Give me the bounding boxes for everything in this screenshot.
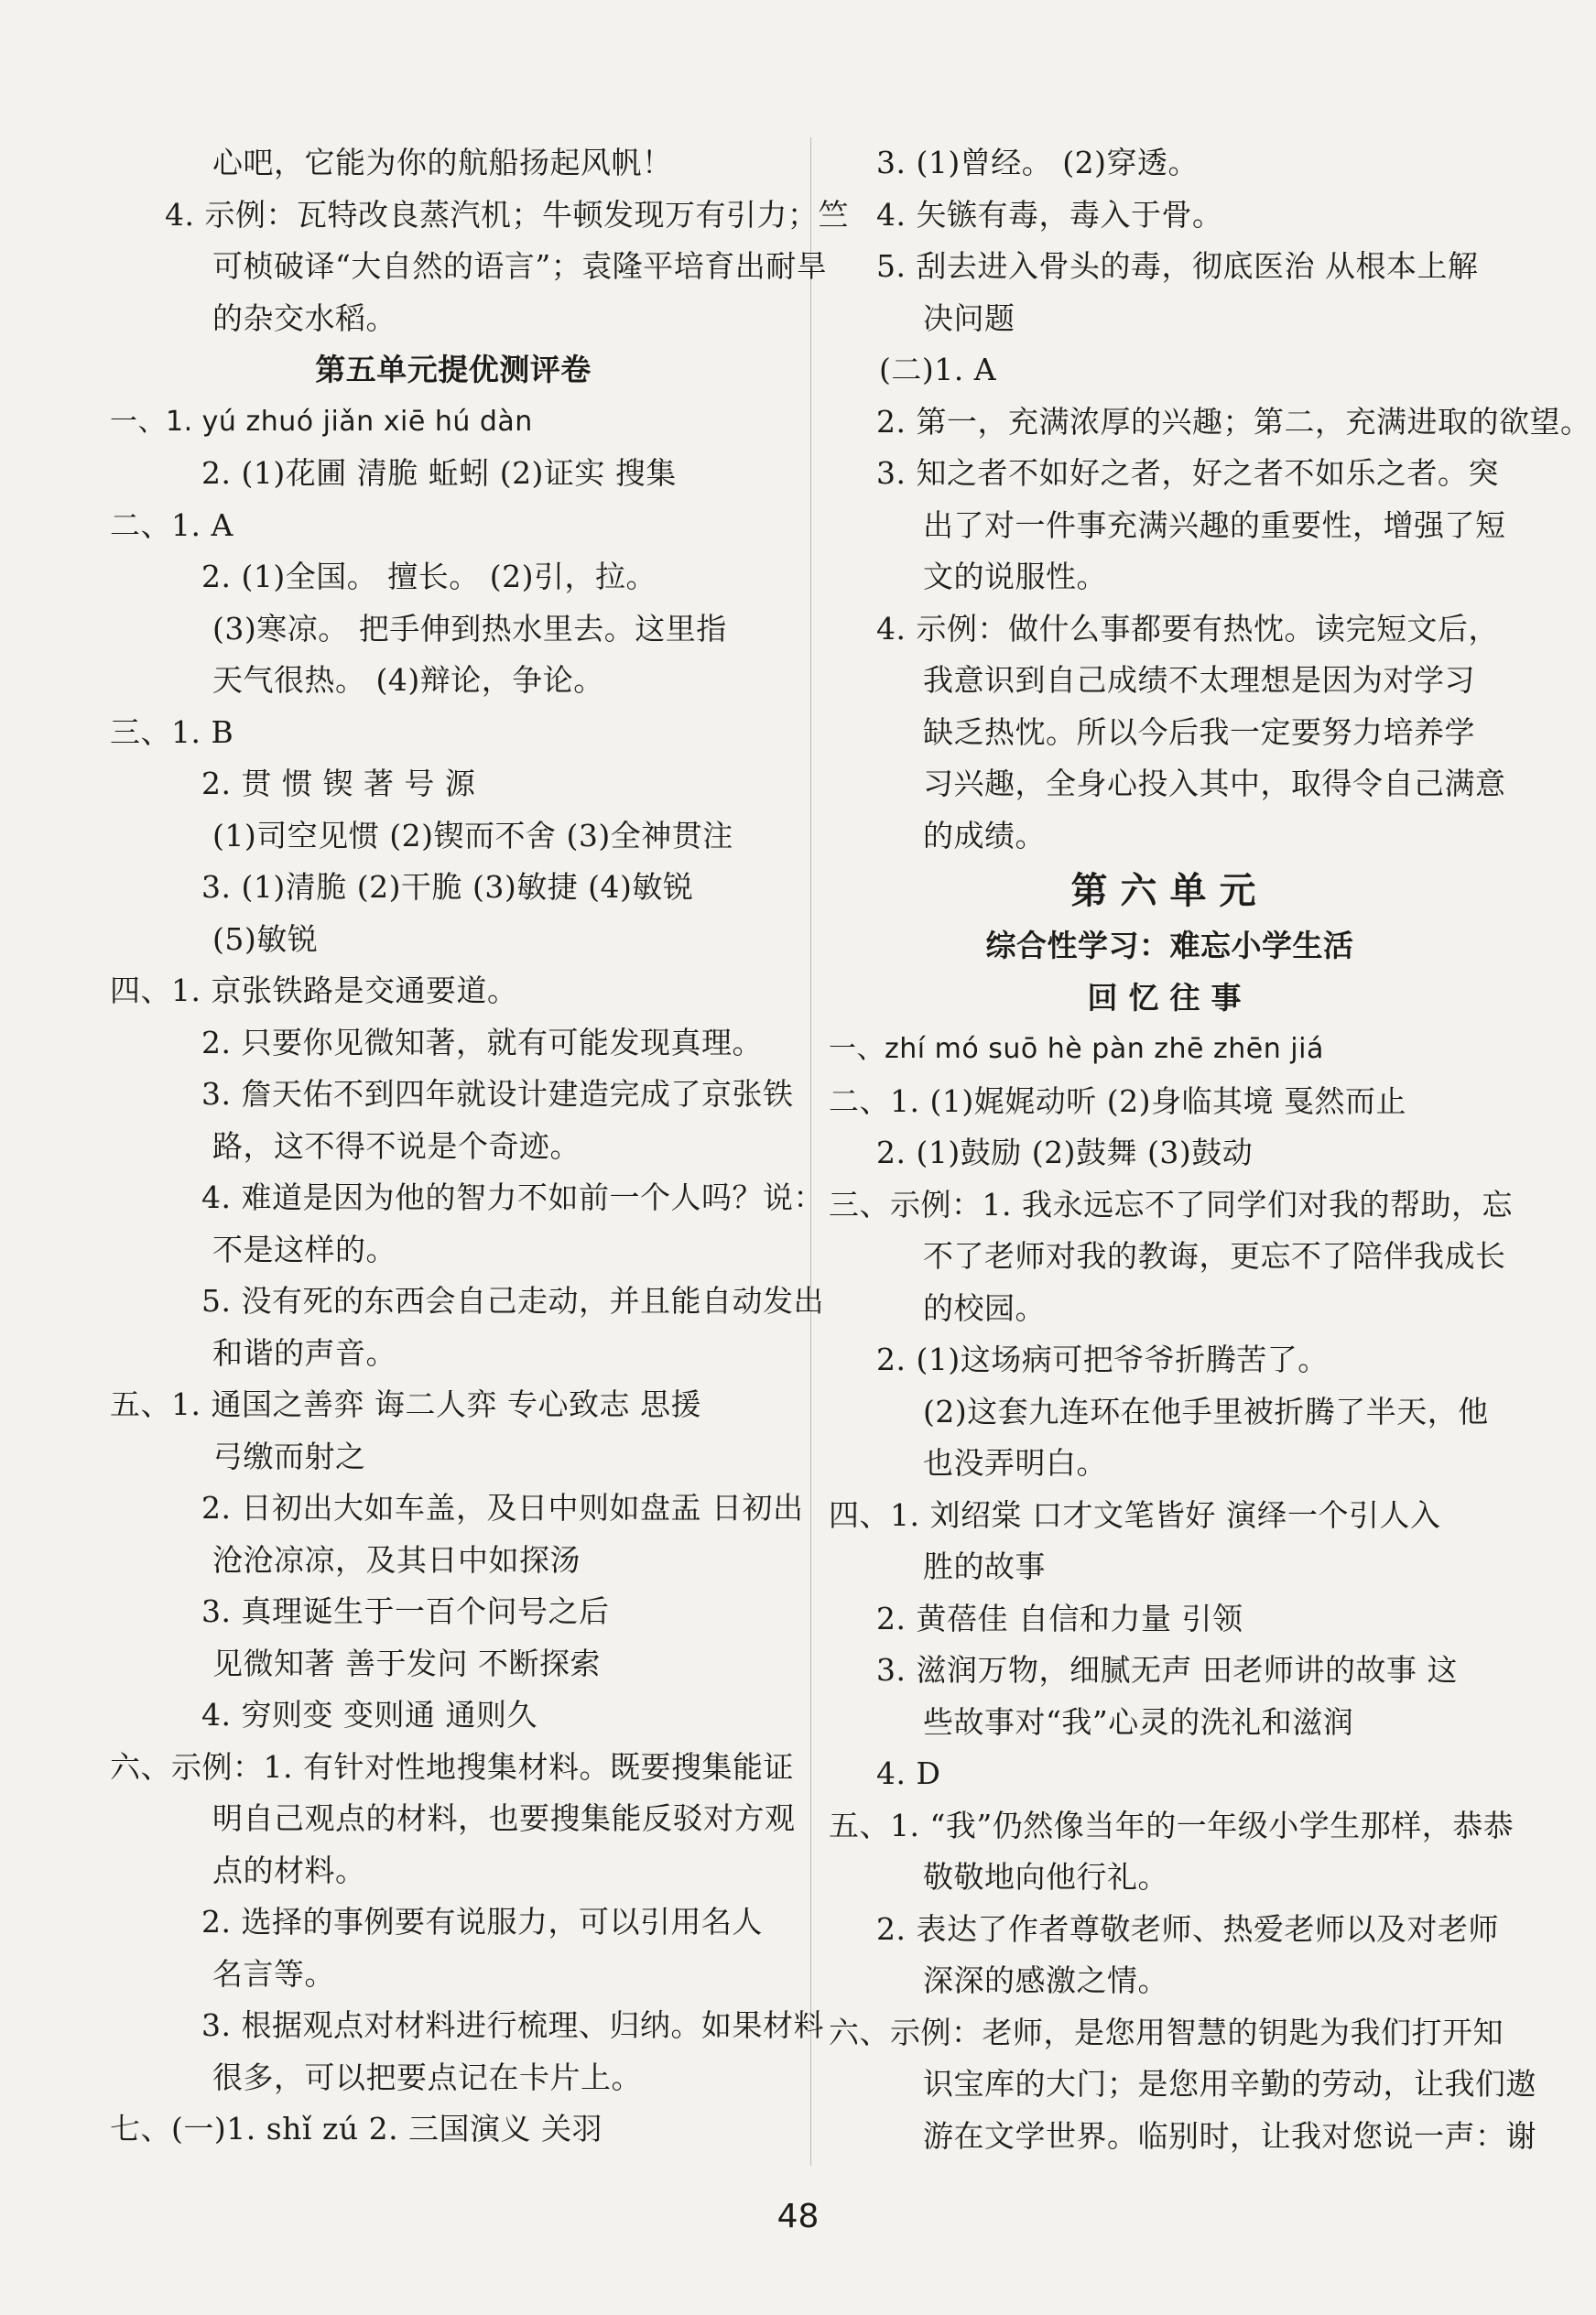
right-line: 二、1. (1)娓娓动听 (2)身临其境 戛然而止 [829, 1082, 1406, 1119]
left-line: 沧沧凉凉，及其日中如探汤 [212, 1541, 581, 1578]
right-line: 不了老师对我的教诲，更忘不了陪伴我成长 [923, 1238, 1506, 1274]
left-line: 的杂交水稻。 [212, 299, 396, 336]
left-line: 2. 只要你见微知著，就有可能发现真理。 [201, 1024, 763, 1060]
right-line: 敬敬地向他行礼。 [923, 1859, 1168, 1895]
left-line: 3. 詹天佑不到四年就设计建造完成了京张铁 [201, 1076, 794, 1112]
right-line: 5. 刮去进入骨头的毒，彻底医治 从根本上解 [876, 248, 1479, 284]
left-line: (1)司空见惯 (2)锲而不舍 (3)全神贯注 [212, 817, 733, 853]
left-line: 2. 贯 惯 锲 著 号 源 [201, 766, 476, 801]
right-line: 也没弄明白。 [923, 1445, 1107, 1481]
left-line: 2. 日初出大如车盖，及日中则如盘盂 日初出 [201, 1490, 804, 1526]
left-line: 三、1. B [110, 713, 234, 750]
left-line: (3)寒凉。 把手伸到热水里去。这里指 [212, 610, 727, 647]
right-line: 3. (1)曾经。 (2)穿透。 [876, 145, 1199, 180]
left-line: 路，这不得不说是个奇迹。 [212, 1127, 581, 1164]
right-column [829, 137, 1591, 2162]
left-line: 4. 示例：瓦特改良蒸汽机；牛顿发现万有引力；竺 [165, 196, 849, 233]
right-line: 的成绩。 [923, 817, 1046, 853]
right-line: 习兴趣，全身心投入其中，取得令自己满意 [923, 766, 1506, 801]
left-line: 可桢破译“大自然的语言”；袁隆平培育出耐旱 [212, 248, 828, 284]
left-line: 第五单元提优测评卷 [315, 352, 592, 387]
right-line: 四、1. 刘绍棠 口才文笔皆好 演绎一个引人入 [829, 1496, 1441, 1533]
left-line: (5)敏锐 [212, 920, 319, 957]
right-line: 2. 黄蓓佳 自信和力量 引领 [876, 1600, 1243, 1636]
right-line: 些故事对“我”心灵的洗礼和滋润 [923, 1703, 1354, 1740]
right-line: 文的说服性。 [923, 559, 1107, 594]
right-line: 胜的故事 [923, 1549, 1046, 1584]
right-line: 一、zhí mó suō hè pàn zhē zhēn jiá [829, 1033, 1324, 1065]
left-line: 弓缴而射之 [212, 1438, 366, 1474]
right-line: 2. 第一，充满浓厚的兴趣；第二，充满进取的欲望。 [876, 403, 1591, 440]
left-line: 2. (1)花圃 清脆 蚯蚓 (2)证实 搜集 [201, 455, 677, 491]
left-column [110, 137, 849, 2156]
right-line: 决问题 [923, 299, 1015, 336]
left-line: 七、(一)1. shǐ zú 2. 三国演义 关羽 [110, 2111, 603, 2147]
right-line: 2. (1)这场病可把爷爷折腾苦了。 [876, 1342, 1329, 1377]
column-divider [810, 137, 811, 2166]
left-line: 六、示例：1. 有针对性地搜集材料。既要搜集能证 [110, 1748, 794, 1785]
right-line: 三、示例：1. 我永远忘不了同学们对我的帮助，忘 [829, 1186, 1513, 1223]
left-line: 3. 根据观点对材料进行梳理、归纳。如果材料 [201, 2007, 824, 2043]
right-line: 缺乏热忱。所以今后我一定要努力培养学 [923, 713, 1475, 750]
left-line: 5. 没有死的东西会自己走动，并且能自动发出 [201, 1283, 824, 1319]
left-line: 四、1. 京张铁路是交通要道。 [110, 973, 518, 1008]
right-line: 4. D [876, 1755, 941, 1791]
right-line: 4. 矢镞有毒，毒入于骨。 [876, 196, 1223, 233]
right-line: 综合性学习：难忘小学生活 [985, 928, 1354, 963]
left-line: 天气很热。 (4)辩论，争论。 [212, 662, 604, 698]
left-line: 4. 穷则变 变则通 通则久 [201, 1697, 537, 1733]
left-line: 2. 选择的事例要有说服力，可以引用名人 [201, 1904, 763, 1940]
left-line: 和谐的声音。 [212, 1334, 396, 1371]
left-line: 心吧，它能为你的航船扬起风帆！ [212, 145, 673, 180]
left-line: 一、1. yú zhuó jiǎn xiē hú dàn [110, 405, 533, 438]
right-line: (二)1. A [879, 352, 997, 387]
page-number: 48 [776, 2198, 820, 2235]
left-line: 五、1. 通国之善弈 诲二人弈 专心致志 思援 [110, 1386, 701, 1422]
right-line: 3. 知之者不如好之者，好之者不如乐之者。突 [876, 455, 1499, 491]
right-line: 出了对一件事充满兴趣的重要性，增强了短 [923, 506, 1506, 543]
right-line: 回忆往事 [1087, 979, 1253, 1016]
right-line: 六、示例：老师，是您用智慧的钥匙为我们打开知 [829, 2014, 1504, 2050]
left-line: 名言等。 [212, 1955, 335, 1992]
right-line: 2. (1)鼓励 (2)鼓舞 (3)鼓动 [876, 1135, 1254, 1170]
right-line: 五、1. “我”仍然像当年的一年级小学生那样，恭恭 [829, 1807, 1515, 1843]
left-line: 明自己观点的材料，也要搜集能反驳对方观 [212, 1800, 796, 1836]
left-line: 4. 难道是因为他的智力不如前一个人吗？说： [201, 1179, 824, 1215]
right-line: 识宝库的大门；是您用辛勤的劳动，让我们遨 [923, 2066, 1536, 2102]
right-line: 4. 示例：做什么事都要有热忱。读完短文后， [876, 610, 1499, 647]
left-line: 很多，可以把要点记在卡片上。 [212, 2059, 642, 2095]
left-line: 2. (1)全国。 擅长。 (2)引，拉。 [201, 559, 657, 594]
right-line: 2. 表达了作者尊敬老师、热爱老师以及对老师 [876, 1910, 1499, 1947]
left-line: 3. (1)清脆 (2)干脆 (3)敏捷 (4)敏锐 [201, 869, 694, 905]
right-line: 深深的感激之情。 [923, 1962, 1168, 1998]
right-line: 游在文学世界。临别时，让我对您说一声：谢 [923, 2117, 1536, 2154]
left-line: 3. 真理诞生于一百个问号之后 [201, 1593, 610, 1629]
left-line: 二、1. A [110, 506, 233, 543]
left-line: 不是这样的。 [212, 1231, 396, 1267]
left-line: 见微知著 善于发问 不断探索 [212, 1645, 601, 1681]
right-line: 第六单元 [1070, 870, 1269, 912]
right-line: 的校园。 [923, 1289, 1046, 1326]
right-line: (2)这套九连环在他手里被折腾了半天，他 [923, 1393, 1489, 1429]
right-line: 3. 滋润万物，细腻无声 田老师讲的故事 这 [876, 1652, 1458, 1688]
right-line: 我意识到自己成绩不太理想是因为对学习 [923, 662, 1475, 698]
left-line: 点的材料。 [212, 1852, 366, 1888]
